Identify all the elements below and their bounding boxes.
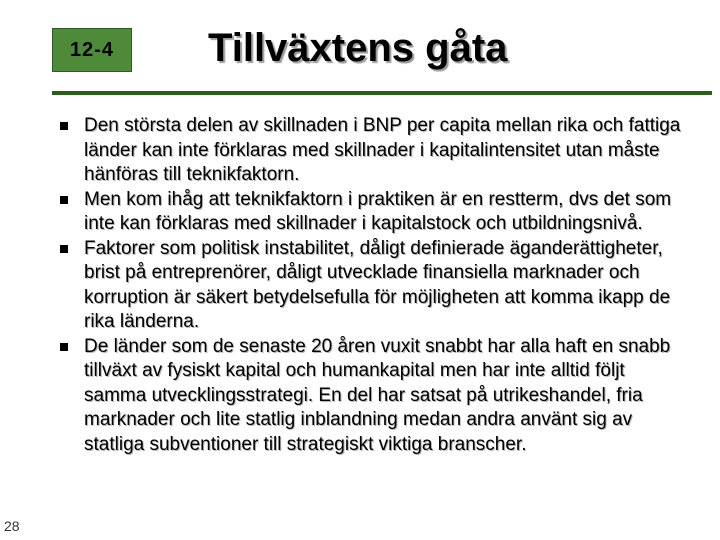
slide-title: Tillväxtens gåta	[208, 26, 508, 70]
title-divider	[52, 91, 712, 95]
square-bullet-icon	[60, 343, 68, 351]
bullet-list	[60, 114, 690, 457]
square-bullet-icon	[60, 245, 68, 253]
page-number: 28	[4, 518, 20, 534]
bullet-item	[60, 188, 690, 237]
section-badge	[52, 28, 132, 72]
section-badge-label: 12-4	[69, 38, 115, 61]
square-bullet-icon	[60, 196, 68, 204]
bullet-item	[60, 335, 690, 458]
bullet-text: Faktorer som politisk instabilitet, dåligt definierade äganderättigheter, brist på entreprenörer, dåligt utvecklade finansiella marknader och korruption är säkert betydelsefulla för möjligheten att komma ikapp de rika länderna.	[84, 237, 671, 332]
bullet-item	[60, 114, 690, 188]
bullet-text: Men kom ihåg att teknikfaktorn i praktiken är en restterm, dvs det som inte kan förklaras med skillnader i kapitalstock och utbildningsnivå.	[84, 188, 672, 234]
bullet-item	[60, 237, 690, 335]
bullet-text: De länder som de senaste 20 åren vuxit snabbt har alla haft en snabb tillväxt av fysiskt kapital och humankapital men har inte alltid följt samma utvecklingsstrategi. En del har satsat på utrikeshandel, fria marknader och lite statlig inblandning medan andra använt sig av statliga subventioner till strategiskt viktiga branscher.	[84, 335, 671, 455]
square-bullet-icon	[60, 122, 68, 130]
bullet-text: Den största delen av skillnaden i BNP per capita mellan rika och fattiga länder kan inte förklaras med skillnader i kapitalintensitet utan måste hänföras till teknikfaktorn.	[84, 115, 681, 185]
